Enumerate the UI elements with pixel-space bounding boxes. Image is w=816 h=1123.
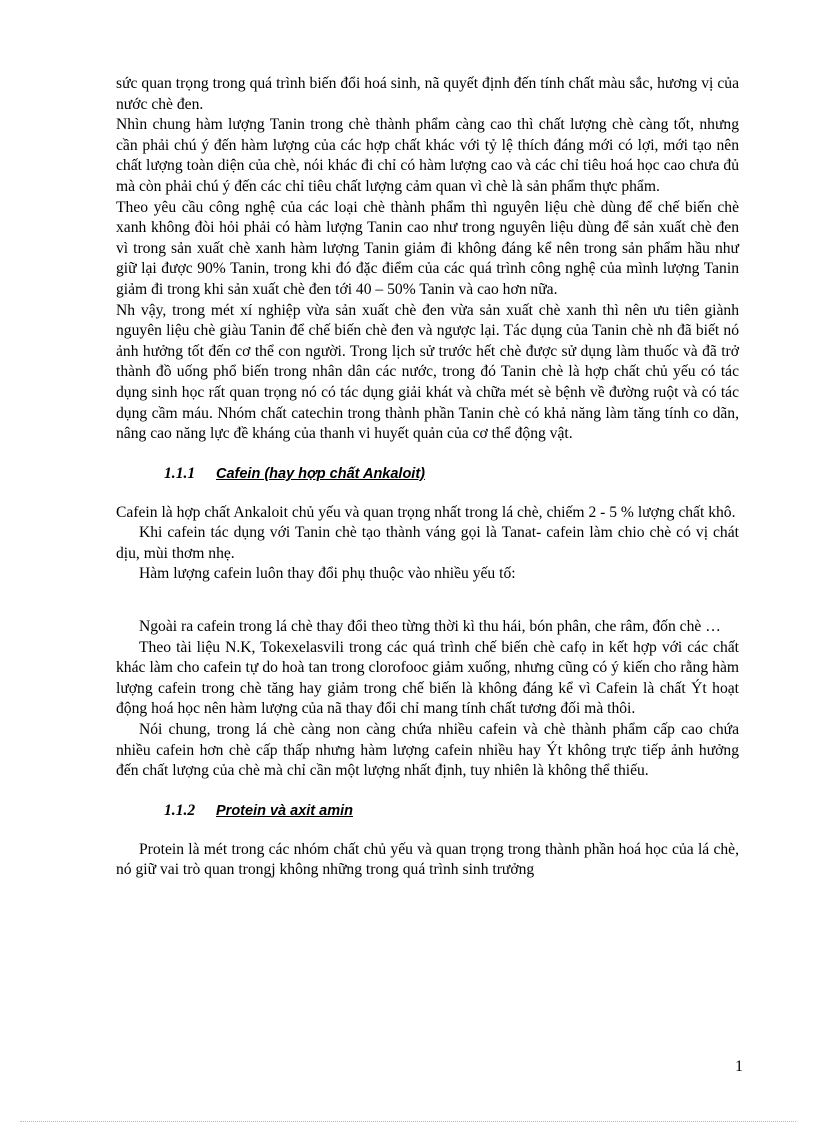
paragraph: Theo yêu cầu công nghệ của các loại chè thành phẩm thì nguyên liệu chè dùng để chế biến chè xanh không đòi hỏi phải có hàm lượng Tanin cao như trong nguyên liệu dùng để sản xuất chè đen vì trong sản xuất chè xanh hàm lượng Tanin giảm đi không đáng kể nên trong sản phẩm hầu như giữ lại được 90% Tanin, trong khi đó đặc điểm của các quá trình công nghệ của mình lượng Tanin giảm đi trong khi sản xuất chè đen tới 40 – 50% Tanin và cao hơn nữa.: [116, 198, 739, 298]
section-title: Protein và axit amin: [216, 802, 353, 819]
paragraph: Khi cafein tác dụng với Tanin chè tạo thành váng gọi là Tanat- cafein làm chio chè có vị chát dịu, mùi thơm nhẹ.: [116, 524, 739, 562]
section-heading-cafein: [116, 463, 739, 485]
page-bottom-divider: [20, 1121, 796, 1122]
paragraph: Ngoài ra cafein trong lá chè thay đổi theo từng thời kì thu hái, bón phân, che râm, đốn chè …: [139, 618, 721, 636]
paragraph: sức quan trọng trong quá trình biến đổi hoá sinh, nã quyết định đến tính chất màu sắc, hương vị của nước chè đen.: [116, 75, 739, 113]
section-heading-protein: [116, 800, 739, 822]
paragraph: Protein là mét trong các nhóm chất chủ yếu và quan trọng trong thành phần hoá học của lá chè, nó giữ vai trò quan trongj không những trong quá trình sinh trưởng: [116, 840, 739, 879]
section-title: Cafein (hay hợp chất Ankaloit): [216, 465, 425, 482]
section-number: 1.1.1: [164, 464, 196, 482]
page-number: 1: [735, 1058, 743, 1075]
paragraph: Nói chung, trong lá chè càng non càng chứa nhiều cafein và chè thành phẩm cấp cao chứa nhiều cafein hơn chè cấp thấp nhưng hàm lượng cafein nhiều hay Ýt không trực tiếp ảnh hưởng đến chất lượng của chè mà chỉ cần một lượng nhất định, tuy nhiên là không thể thiếu.: [116, 721, 739, 780]
paragraph: Cafein là hợp chất Ankaloit chủ yếu và quan trọng nhất trong lá chè, chiếm 2 - 5 % lượng chất khô.: [116, 503, 736, 521]
paragraph: Theo tài liệu N.K, Tokexelasvili trong các quá trình chế biến chè cafọ in kết hợp với các chất khác làm cho cafein tự do hoà tan trong clorofooc giảm xuống, nhưng cũng có ý kiến cho rằng hàm lượng cafein trong chè tăng hay giảm trong chế biến là không đáng kể vì Cafein là chất Ýt hoạt động hoá học nên hàm lượng của nã thay đổi chỉ mang tính chất tương đối mà thôi.: [116, 638, 739, 718]
paragraph: Hàm lượng cafein luôn thay đổi phụ thuộc vào nhiều yếu tố:: [139, 565, 516, 583]
section-number: 1.1.2: [164, 801, 196, 819]
paragraph: Nh vậy, trong mét xí nghiệp vừa sản xuất chè đen vừa sản xuất chè xanh thì nên ưu tiên giành nguyên liệu chè giàu Tanin để chế biến chè đen và ngược lại. Tác dụng của Tanin chè nh đã biết nó ảnh hưởng tốt đến cơ thể con người. Trong lịch sử trước hết chè được sử dụng làm thuốc và đã trở thành đồ uống phổ biến trong nhân dân các nước, trong đó Tanin chè là hợp chất chủ yếu có tác dụng sinh học rất quan trọng nó có tác dụng giải khát và chữa mét sè bệnh về đường ruột và có tác dụng cầm máu. Nhóm chất catechin trong thành phần Tanin chè có khả năng làm tăng tính co dãn, nâng cao năng lực đề kháng của thanh vi huyết quản của cơ thể động vật.: [116, 301, 739, 443]
document-body: [116, 74, 739, 881]
paragraph: Nhìn chung hàm lượng Tanin trong chè thành phẩm càng cao thì chất lượng chè càng tốt, nhưng cần phải chú ý đến hàm lượng của các hợp chất khác với tỷ lệ thích đáng mới có lợi, mới tạo nên chất lượng toàn diện của chè, nói khác đi chỉ có hàm lượng cao và các chỉ tiêu hoá học cao chưa đủ mà còn phải chú ý đến các chỉ tiêu chất lượng cảm quan vì chè là sản phẩm thực phẩm.: [116, 116, 739, 195]
